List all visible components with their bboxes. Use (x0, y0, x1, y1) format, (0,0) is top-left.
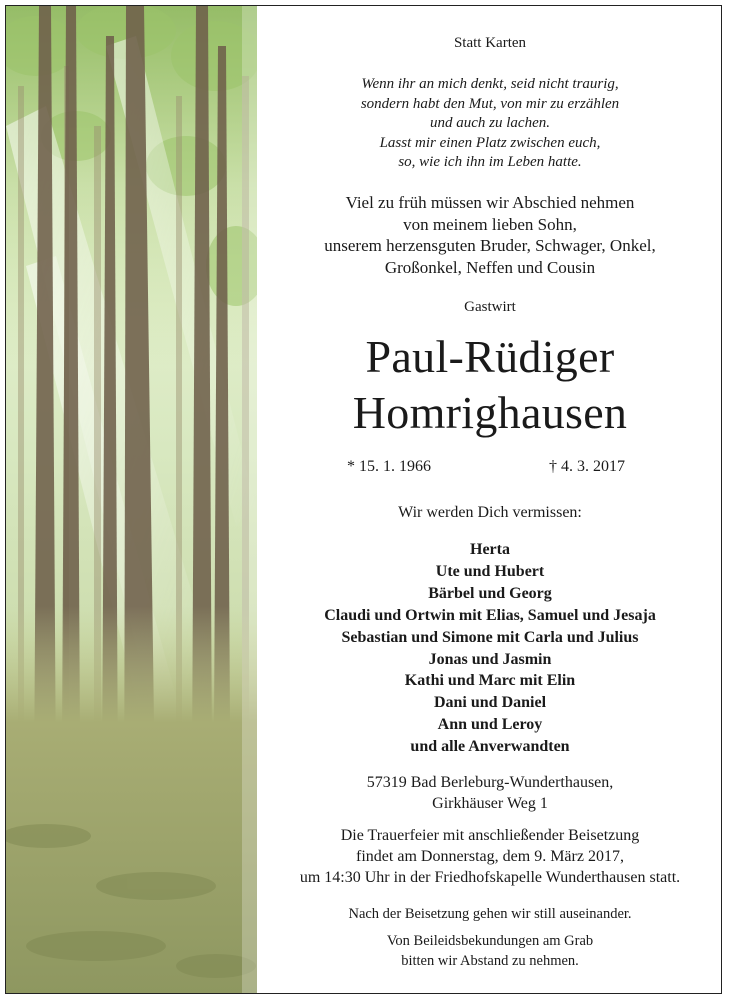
list-item: Sebastian und Simone mit Carla und Julius (341, 628, 639, 646)
address-line: Girkhäuser Weg 1 (432, 795, 548, 812)
list-item: Dani und Daniel (433, 694, 547, 712)
death-date: † 4. 3. 2017 (549, 458, 625, 475)
condolence-line: bitten wir Abstand zu nehmen. (401, 952, 579, 969)
forest-image (6, 6, 257, 993)
list-item: Ann und Leroy (437, 716, 543, 734)
statt-karten: Statt Karten (453, 35, 527, 51)
obituary-text (257, 6, 722, 993)
deceased-first-name: Paul-Rüdiger (365, 331, 615, 382)
funeral-line: um 14:30 Uhr in der Friedhofskapelle Wunderthausen statt. (299, 869, 681, 886)
life-dates (257, 457, 722, 477)
list-item: Jonas und Jasmin (428, 650, 552, 668)
poem-line: sondern habt den Mut, von mir zu erzählen (360, 95, 620, 112)
address-line: 57319 Bad Berleburg-Wunderthausen, (366, 774, 614, 791)
condolence-line: Von Beileidsbekundungen am Grab (386, 933, 594, 949)
list-item: Bärbel und Georg (428, 584, 552, 602)
deceased-last-name: Homrighausen (352, 387, 628, 438)
intro-line: Viel zu früh müssen wir Abschied nehmen (345, 193, 635, 212)
poem-line: Wenn ihr an mich denkt, seid nicht traurig, (361, 76, 619, 92)
list-item: Herta (470, 541, 510, 558)
funeral-line: findet am Donnerstag, dem 9. März 2017, (356, 848, 624, 865)
birth-date: * 15. 1. 1966 (347, 458, 431, 475)
intro-line: unserem herzensguten Bruder, Schwager, Onkel, (324, 236, 656, 256)
obituary-card (5, 5, 722, 994)
mourners-heading: Wir werden Dich vermissen: (398, 504, 582, 521)
poem-line: Lasst mir einen Platz zwischen euch, (379, 134, 601, 151)
profession: Gastwirt (464, 299, 516, 315)
list-item: und alle Anverwandten (410, 738, 570, 755)
poem-line: und auch zu lachen. (430, 115, 550, 131)
list-item: Ute und Hubert (435, 562, 545, 580)
poem-line: so, wie ich ihn im Leben hatte. (398, 154, 582, 170)
list-item: Kathi und Marc mit Elin (404, 672, 576, 690)
funeral-line: Die Trauerfeier mit anschließender Beisetzung (340, 827, 640, 844)
after-burial-note: Nach der Beisetzung gehen wir still auseinander. (348, 906, 632, 922)
intro-line: von meinem lieben Sohn, (403, 214, 577, 234)
intro-line: Großonkel, Neffen und Cousin (384, 258, 596, 277)
list-item: Claudi und Ortwin mit Elias, Samuel und Jesaja (324, 606, 656, 624)
